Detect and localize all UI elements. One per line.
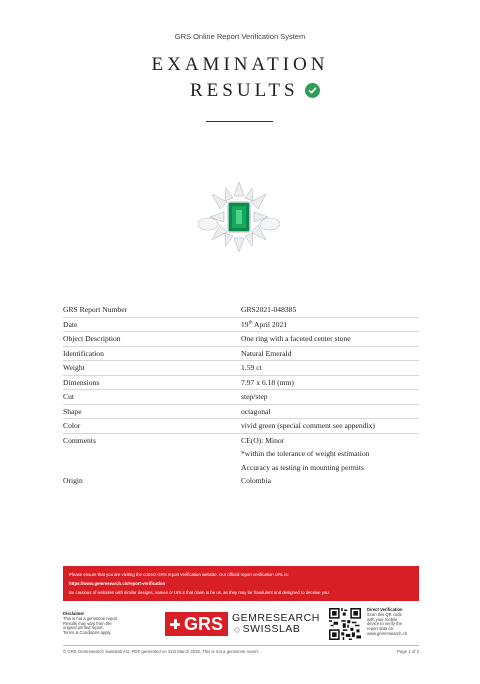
report-table xyxy=(63,303,419,488)
row-cut xyxy=(63,390,419,405)
verified-check-icon xyxy=(305,83,320,98)
value-weight: 1.59 ct xyxy=(241,361,419,376)
row-color xyxy=(63,419,419,434)
value-report-number: GRS2021-048385 xyxy=(241,305,297,315)
warning-banner xyxy=(63,566,419,601)
footer-copyright: © GRS Gemresearch Swisslab AG. PDF generated on 31st March 2025. This is not a gemstone report. xyxy=(63,649,260,654)
value-comments: CE(O): Minor xyxy=(241,433,419,447)
label-identification: Identification xyxy=(63,346,241,361)
row-shape xyxy=(63,404,419,419)
disclaimer: Disclaimer This is not a gemstone report. Results may vary from the original printed report. Terms & Conditions apply. xyxy=(63,612,138,636)
title-divider xyxy=(206,121,273,122)
page-title-line1: EXAMINATION xyxy=(151,54,329,75)
grs-logo-text: GEMRESEARCH ◇ SWISSLAB xyxy=(232,612,320,635)
label-cut: Cut xyxy=(63,390,241,405)
grs-logo xyxy=(165,612,320,636)
label-dimensions: Dimensions xyxy=(63,375,241,390)
label-date: Date xyxy=(63,317,241,332)
footer xyxy=(63,649,419,654)
value-color: vivid green (special comment see appendix) xyxy=(241,419,419,434)
page-number: Page 1 of 2 xyxy=(397,649,419,654)
direct-verification: Direct Verification Scan this QR code with your mobile device to verify the report data on www.gemresearch.ch xyxy=(367,608,427,637)
row-origin xyxy=(63,474,419,488)
label-weight: Weight xyxy=(63,361,241,376)
value-comments-extra-1: *within the tolerance of weight estimation xyxy=(241,449,370,459)
verification-url-link[interactable]: https://www.gemresearch.ch/report-verification xyxy=(69,581,166,586)
value-date: 19th April 2021 xyxy=(241,317,419,332)
row-object-description xyxy=(63,332,419,347)
row-dimensions xyxy=(63,375,419,390)
label-shape: Shape xyxy=(63,404,241,419)
row-date xyxy=(63,317,419,332)
value-identification: Natural Emerald xyxy=(241,346,419,361)
diamond-icon: ◇ xyxy=(234,625,241,634)
page-title-line2 xyxy=(190,80,320,102)
label-origin: Origin xyxy=(63,476,83,486)
ring-photo xyxy=(198,180,280,254)
direct-heading: Direct Verification xyxy=(367,607,403,612)
value-comments-extra-2: Accuracy as testing in mounting permits xyxy=(241,462,364,472)
title-results: RESULTS xyxy=(190,80,299,101)
row-identification xyxy=(63,346,419,361)
row-weight xyxy=(63,361,419,376)
row-comments-extra-2 xyxy=(63,461,419,475)
system-title: GRS Online Report Verification System xyxy=(174,32,306,41)
value-shape: octagonal xyxy=(241,404,419,419)
label-color: Color xyxy=(63,419,241,434)
footer-divider xyxy=(63,645,419,646)
grs-logo-box: GRS xyxy=(165,612,228,636)
label-object-description: Object Description xyxy=(63,332,241,347)
label-comments: Comments xyxy=(63,433,241,447)
value-object-description: One ring with a faceted center stone xyxy=(241,332,419,347)
value-dimensions: 7.97 x 6.18 (mm) xyxy=(241,375,419,390)
value-origin: Colombia xyxy=(241,476,271,486)
banner-line3: Be cautious of websites with similar designs, names or URLs that claim to be us, as they may be fraudulent and designed to deceive you. xyxy=(69,590,330,595)
label-report-number: GRS Report Number xyxy=(63,305,128,315)
row-report-number xyxy=(63,303,419,317)
banner-line1: Please ensure that you are visiting the correct GRS report verification website. Our official report verification URL is: xyxy=(69,572,289,577)
value-cut: step/step xyxy=(241,390,419,405)
swiss-cross-icon xyxy=(170,619,180,629)
row-comments-extra-1 xyxy=(63,447,419,461)
qr-code[interactable] xyxy=(329,608,361,640)
gemresearch-link[interactable]: www.gemresearch.ch xyxy=(367,630,408,636)
disclaimer-heading: Disclaimer xyxy=(63,611,85,616)
row-comments xyxy=(63,433,419,447)
